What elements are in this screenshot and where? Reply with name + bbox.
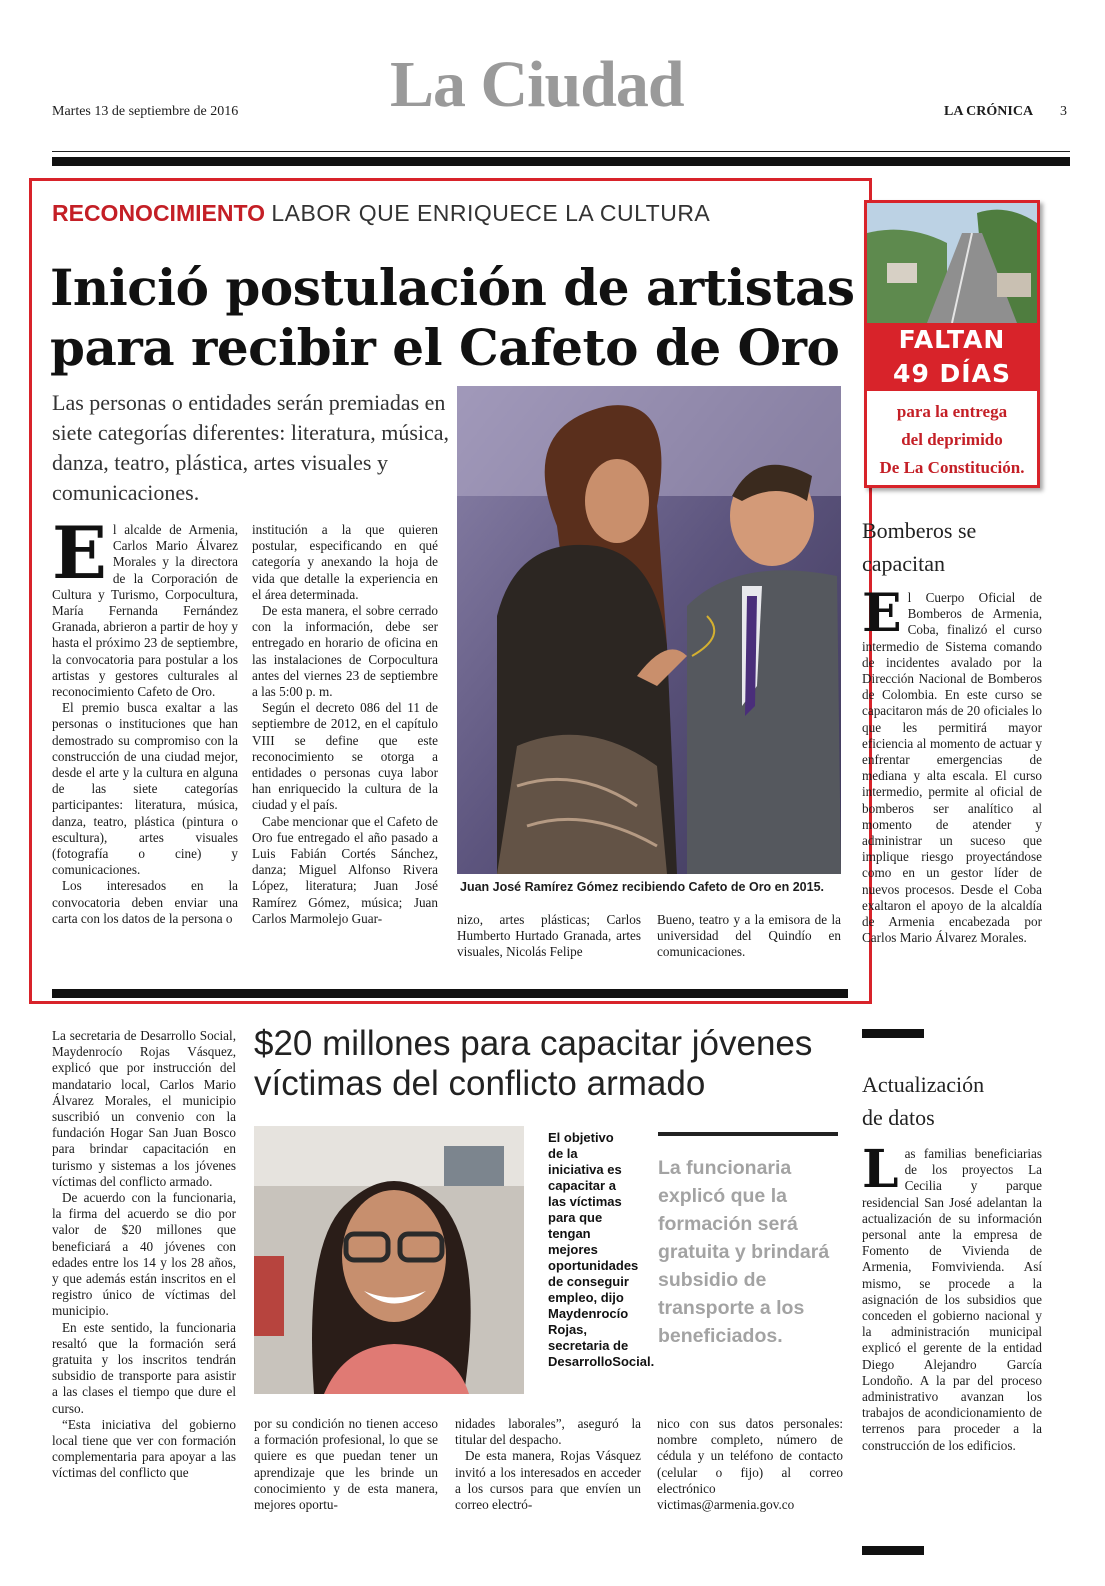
headline-line-2: para recibir el Cafeto de Oro (50, 318, 840, 377)
dropcap: L (862, 1139, 899, 1200)
title-line: Actualización (862, 1072, 985, 1097)
brief-bomberos-title (862, 514, 1062, 580)
paragraph: Bueno, teatro y a la emisora de la universidad del Quindío en comunicaciones. (657, 912, 841, 960)
main-article-column-3 (457, 912, 641, 961)
paragraph: Los interesados en la convocatoria deben enviar una carta con los datos de la persona o (52, 878, 238, 926)
title-line: Bomberos se (862, 518, 977, 543)
promo-text-line: De La Constitución. (879, 458, 1025, 477)
paragraph: por su condición no tienen acceso a formación profesional, lo que se quiere es que puedan tener un aprendizaje que les brinde un conocimiento y de esta manera, mejores oportu- (254, 1416, 438, 1513)
brief-datos-title (862, 1068, 1062, 1134)
paragraph: l alcalde de Armenia, Carlos Mario Álvarez Morales y la directora de la Corporación de Cultura y Turismo, Corpocultura, María Fernanda Fernández Granada, abrieron a partir de hoy y hasta el próximo 23 de septiembre, la convocatoria para postular a los artistas y gestores culturales al reconocimiento Cafeto de Oro. (52, 522, 238, 700)
kicker-text: LABOR QUE ENRIQUECE LA CULTURA (271, 200, 711, 226)
second-headline (254, 1024, 854, 1104)
promo-text-line: para la entrega (896, 402, 1008, 421)
title-line: capacitan (862, 551, 946, 576)
article-divider (52, 989, 848, 998)
promo-text (867, 398, 1037, 482)
paragraph: as familias beneficiarias de los proyectos La Cecilia y parque residencial San José adelantan la actualización de su información personal ante la empresa de Fomento de Vivienda de Armenia, Fomvivienda. Así mismo, se procede a la asignación de los subsidios que conceden el gobierno nacional y la administración municipal explicó el gerente de la entidad Diego Alejandro García Londoño. A la par del proceso administrativo avanzan los trabajos de acondicionamiento de terrenos para proceder a la construcción de los edificios. (862, 1146, 1042, 1453)
deck: Las personas o entidades serán premiadas en siete categorías diferentes: literatura, música, danza, teatro, plástica, artes visuales y comunicaciones. (52, 390, 450, 505)
promo-text-line: del deprimido (901, 430, 1003, 449)
promo-banner (867, 323, 1037, 391)
kicker-label: RECONOCIMIENTO (52, 200, 265, 226)
photo-caption: Juan José Ramírez Gómez recibiendo Cafeto de Oro en 2015. (460, 880, 825, 894)
paragraph: institución a la que quieren postular, especificando en qué categoría y anexando la hoja de vida que detalle la experiencia en el área determinada. (252, 522, 438, 602)
headline-line-2: víctimas del conflicto armado (254, 1064, 706, 1103)
promo-photo (867, 203, 1037, 323)
paragraph: Cabe mencionar que el Cafeto de Oro fue entregado el año pasado a Luis Fabián Cortés Sánchez, danza; Miguel Alfonso Rivera López, literatura; Juan José Ramírez Gómez, música; Juan Carlos Marmolejo Guar- (252, 813, 438, 926)
paragraph: La secretaria de Desarrollo Social, Maydenrocío Rojas Vásquez, explicó que por instrucción del mandatario local, Carlos Mario Álvarez Morales, el municipio suscribió un convenio con la fundación Hogar San Juan Bosco para brindar capacitación en turismo y sistemas a los jóvenes víctimas del conflicto armado. (52, 1028, 236, 1189)
paragraph: l Cuerpo Oficial de Bomberos de Armenia, Coba, finalizó el curso intermedio de Sistema comando de incidentes avalado por la Dirección Nacional de Bomberos de Colombia. En este curso se capacitaron más de 20 oficiales lo que les permitirá mayor eficiencia al momento de actuar y enfrentar emergencias de mediana y alta escala. El curso intermedio, permite al oficial de bomberos ser analítico al momento de atender y administrar un suceso que implique riesgo proyectándose como en un gestor líder de nuevos procesos. Desde el Coba exaltaron el apoyo de la alcaldía de Armenia encabezada por Carlos Mario Álvarez Morales. (862, 590, 1042, 946)
brief-divider (862, 1029, 924, 1038)
main-article-column-4 (657, 912, 841, 961)
inline-quote: El objetivo de la iniciativa es capacitar a las víctimas para que tengan mejores oportunidades de conseguir empleo, dijo Maydenrocío Rojas, secretaria de DesarrolloSocial. (548, 1130, 655, 1369)
paragraph: “Esta iniciativa del gobierno local tiene que ver con formación complementaria para apoyar a las víctimas del conflicto que (52, 1416, 236, 1481)
main-photo (457, 386, 841, 874)
paragraph: nizo, artes plásticas; Carlos Humberto Hurtado Granada, artes visuales, Nicolás Felipe (457, 912, 641, 960)
second-photo (254, 1126, 524, 1394)
brief-bomberos-body (862, 583, 1042, 946)
paragraph: De esta manera, el sobre cerrado con la información, debe ser entregado en horario de oficina en las instalaciones de Corpocultura antes del viernes 23 de septiembre a las 5:00 p. m. (252, 603, 438, 700)
promo-faltan: FALTAN (898, 325, 1006, 354)
paragraph: El premio busca exaltar a las personas o instituciones que han demostrado su compromiso con la construcción de una ciudad mejor, desde el arte y la cultura en alguna de las siete categorías participantes: literatura, música, danza, teatro, plástica (pintura o escultura), artes visuales (fotografía o cine) y comunicaciones. (52, 700, 238, 878)
pull-quote: La funcionaria explicó que la formación será gratuita y brindará subsidio de transporte a los beneficiados. (658, 1132, 838, 1350)
paragraph: Según el decreto 086 del 11 de septiembre de 2012, en el capítulo VIII se define que este reconocimiento se otorga a entidades o personas cuya labor han enriquecido la cultura de la ciudad y el país. (252, 700, 438, 813)
paragraph: nico con sus datos personales: nombre completo, número de cédula y un teléfono de contacto (celular o fijo) al correo electrónico victimas@armenia.gov.co (657, 1416, 843, 1513)
page-number: 3 (1060, 104, 1067, 119)
section-title: La Ciudad (390, 48, 684, 121)
promo-days: 49 DÍAS (893, 359, 1011, 388)
second-article-column-3 (455, 1416, 641, 1513)
brief-divider (862, 1546, 924, 1555)
paragraph: En este sentido, la funcionaria resaltó que la formación será gratuita y los inscritos tendrán subsidio de transporte para asistir a las clases el tiempo que dure el curso. (52, 1319, 236, 1416)
dropcap: E (862, 583, 902, 644)
title-line: de datos (862, 1105, 935, 1130)
main-headline (50, 258, 860, 378)
second-article-column-4 (657, 1416, 843, 1513)
dropcap: E (52, 510, 107, 595)
paragraph: De acuerdo con la funcionaria, la firma del acuerdo se dio por valor de $20 millones que beneficiará a 40 jóvenes con edades entre los 14 y los 28 años, y que además están inscritos en el registro único de víctimas del municipio. (52, 1190, 236, 1319)
paragraph: nidades laborales”, aseguró la titular del despacho. (455, 1416, 641, 1448)
kicker (52, 200, 710, 227)
main-article-column-1 (52, 510, 238, 927)
masthead-rule-thick (52, 157, 1070, 166)
headline-line-1: Inició postulación de artistas (50, 258, 855, 317)
main-article-column-2 (252, 522, 438, 927)
paragraph: De esta manera, Rojas Vásquez invitó a los interesados en acceder a los cursos para que envíen un correo electró- (455, 1448, 641, 1513)
brief-datos-body (862, 1139, 1042, 1454)
masthead-rule-thin (52, 151, 1070, 152)
issue-date: Martes 13 de septiembre de 2016 (52, 104, 239, 119)
second-article-column-2 (254, 1416, 438, 1513)
second-article-column-1 (52, 1028, 236, 1482)
newspaper-name: LA CRÓNICA (944, 104, 1034, 119)
headline-line-1: $20 millones para capacitar jóvenes (254, 1024, 813, 1063)
